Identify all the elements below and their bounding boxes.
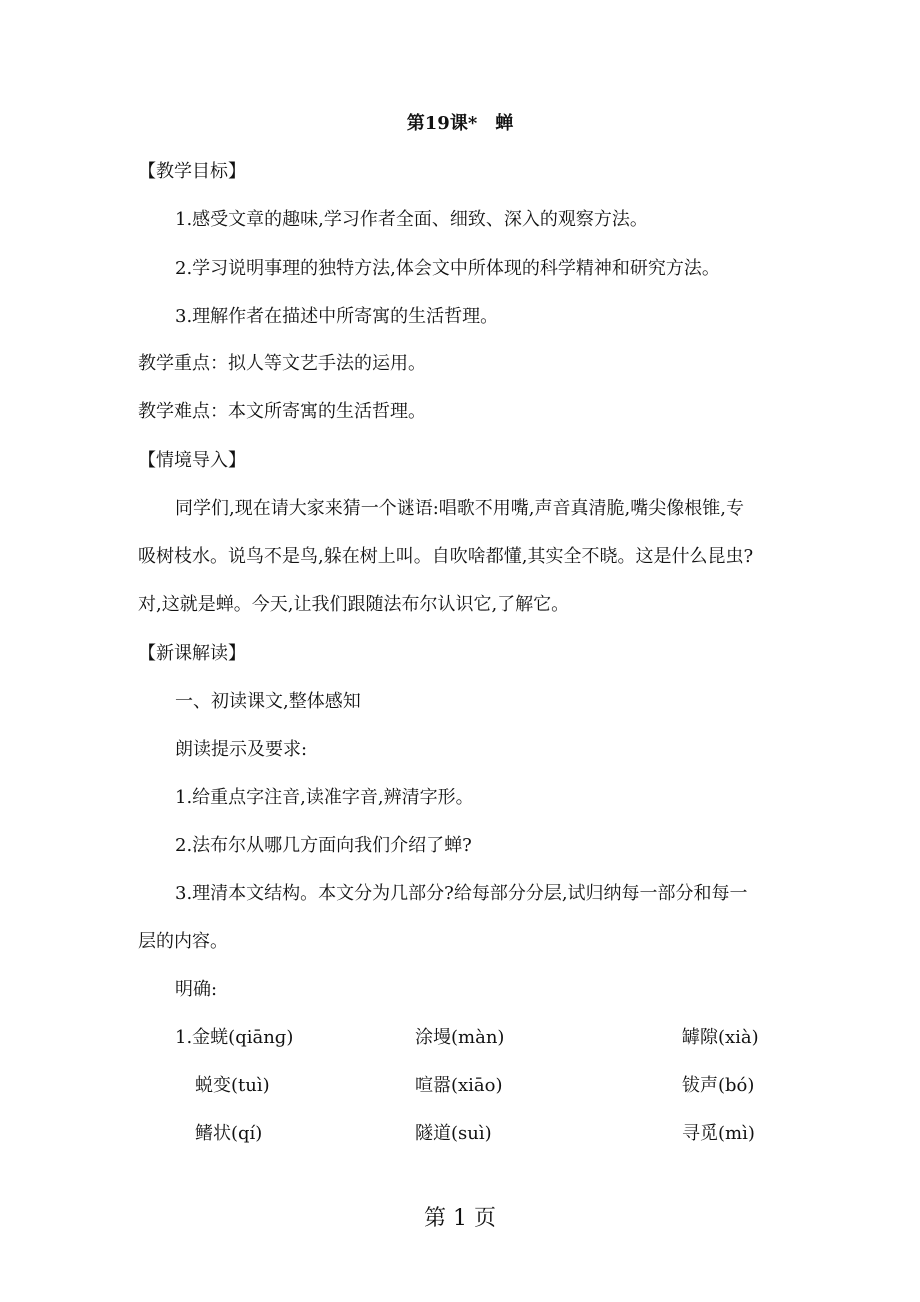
- objective-2: 2.学习说明事理的独特方法,体会文中所体现的科学精神和研究方法。: [175, 258, 720, 279]
- difficulty: 教学难点：本文所寄寓的生活哲理。: [138, 401, 426, 422]
- vocab-item: 1.金蜣(qiānɡ): [175, 1027, 294, 1048]
- objectives-heading: 【教学目标】: [138, 161, 246, 182]
- reading-prompt: 朗读提示及要求:: [175, 739, 308, 760]
- vocab-item: 鳍状(qí): [195, 1123, 263, 1144]
- requirement-3: 3.理清本文结构。本文分为几部分?给每部分分层,试归纳每一部分和每一: [175, 883, 748, 904]
- new-lesson-heading: 【新课解读】: [138, 643, 246, 664]
- page-number: 第 1 页: [424, 1206, 496, 1231]
- vocab-item: 涂墁(màn): [415, 1027, 505, 1048]
- clarify-label: 明确:: [175, 979, 218, 1000]
- vocab-item: 罅隙(xià): [682, 1027, 759, 1048]
- intro-heading: 【情境导入】: [138, 450, 246, 471]
- requirement-3-continued: 层的内容。: [138, 931, 228, 952]
- vocab-item: 蜕变(tuì): [195, 1075, 270, 1096]
- part-one-heading: 一、初读课文,整体感知: [175, 691, 361, 712]
- lesson-title: 第19课* 蝉: [406, 113, 514, 134]
- requirement-2: 2.法布尔从哪几方面向我们介绍了蝉?: [175, 835, 472, 856]
- objective-1: 1.感受文章的趣味,学习作者全面、细致、深入的观察方法。: [175, 209, 648, 230]
- vocab-item: 钹声(bó): [682, 1075, 755, 1096]
- requirement-1: 1.给重点字注音,读准字音,辨清字形。: [175, 787, 474, 808]
- vocab-item: 寻觅(mì): [682, 1123, 755, 1144]
- intro-line-3: 对,这就是蝉。今天,让我们跟随法布尔认识它,了解它。: [138, 594, 570, 615]
- intro-line-2: 吸树枝水。说鸟不是鸟,躲在树上叫。自吹啥都懂,其实全不晓。这是什么昆虫?: [138, 546, 754, 567]
- vocab-item: 隧道(suì): [415, 1123, 492, 1144]
- key-point: 教学重点：拟人等文艺手法的运用。: [138, 353, 426, 374]
- vocab-item: 喧嚣(xiāo): [415, 1075, 503, 1096]
- intro-line-1: 同学们,现在请大家来猜一个谜语:唱歌不用嘴,声音真清脆,嘴尖像根锥,专: [175, 498, 744, 519]
- objective-3: 3.理解作者在描述中所寄寓的生活哲理。: [175, 306, 499, 327]
